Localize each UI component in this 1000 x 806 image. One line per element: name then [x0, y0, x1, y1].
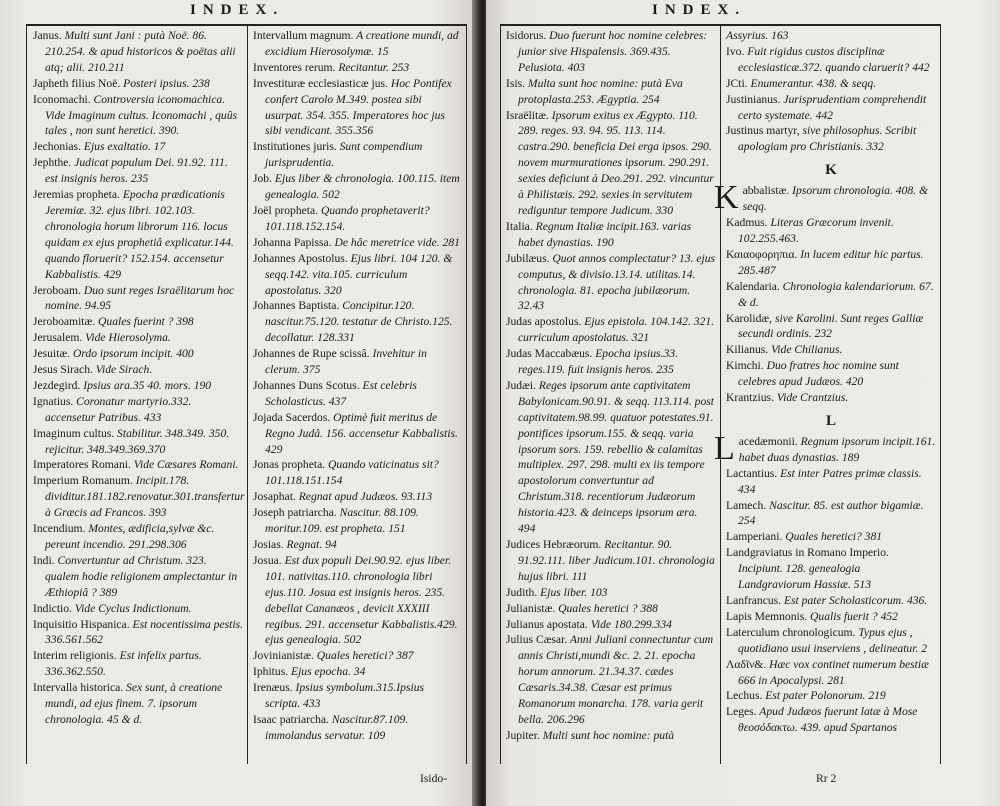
entry-references: Vide Crantzius. — [773, 391, 849, 405]
entry-references: Quales fuerint ? 398 — [95, 315, 194, 329]
entry-headword: Kimchi. — [726, 359, 764, 373]
index-entry — [33, 283, 243, 315]
index-entry — [714, 429, 936, 467]
entry-references: Nascitur. 85. est author bigamiæ. 254 — [738, 498, 924, 528]
entry-headword: Indictio. — [33, 601, 72, 615]
index-entry — [506, 219, 716, 251]
entry-references: Ipsorum chronologia. 408. & seqq. — [742, 184, 928, 214]
index-entry — [726, 625, 936, 657]
entry-headword: Jubilæus. — [506, 251, 550, 265]
entry-headword: Indi. — [33, 553, 55, 567]
entry-references: Multi sunt Jani : putà Noë. 86. 210.254. & apud historicos & poëtas alii atq; alii. 210.211 — [45, 29, 236, 74]
entry-references: De hâc meretrice vide. 281 — [331, 235, 460, 249]
index-entry — [33, 155, 243, 187]
index-entry — [33, 378, 243, 394]
index-entry — [726, 342, 936, 358]
index-entry — [506, 314, 716, 346]
entry-headword: Ignatius. — [33, 394, 74, 408]
entry-headword: Incendium. — [33, 522, 86, 536]
left-border — [26, 24, 27, 764]
entry-headword: Jeroboam. — [33, 283, 81, 297]
left-border — [500, 24, 501, 764]
entry-headword: Judæi. — [506, 378, 536, 392]
drop-initial: L — [714, 429, 735, 467]
entry-references: Ordo ipsorum incipit. 400 — [70, 347, 194, 361]
entry-references: Quando vaticinatus sit? 101.118.151.154 — [265, 458, 439, 488]
entry-headword: Japheth filius Noë. — [33, 76, 121, 90]
entry-headword: Landgraviatus in Romano Imperio. — [726, 546, 889, 560]
entry-headword: Jesuitæ. — [33, 347, 71, 361]
index-entry — [726, 311, 936, 343]
entry-headword: Lapis Memnonis. — [726, 609, 808, 623]
entry-references: Chronologia kalendariorum. 67. & d. — [738, 279, 934, 309]
entry-headword: Judas Maccabæus. — [506, 347, 593, 361]
index-entry — [506, 346, 716, 378]
entry-headword: Lanfrancus. — [726, 594, 782, 607]
index-entry — [726, 76, 936, 92]
index-entry — [253, 648, 461, 664]
entry-references: Controversia iconomachica. Vide Imaginum cultus. Iconomachi , quûs tales , non sunt heretici. 390. — [45, 92, 238, 138]
index-entry — [726, 609, 936, 625]
entry-headword: Julius Cæsar. — [506, 633, 568, 647]
entry-headword: Laterculum chronologicum. — [726, 625, 856, 639]
index-entry — [253, 537, 461, 553]
entry-headword: Joseph patriarcha. — [253, 506, 337, 520]
index-entry — [33, 362, 243, 378]
entry-references: Hoc Pontifex confert Carolo M.349. postea sibi usurpat. 354. 355. Imperatores hoc jus sibi vendicant. 355.356 — [265, 76, 452, 138]
entry-headword: Jupiter. — [506, 728, 540, 742]
entry-headword: Imperatores Romani. — [33, 458, 131, 472]
entry-references: Recitantur. 253 — [335, 60, 410, 74]
index-entry — [33, 648, 243, 680]
entry-headword: Iphitus. — [253, 665, 289, 679]
entry-headword: Julianus apostata. — [506, 617, 588, 631]
index-entry — [726, 704, 936, 736]
entry-references: Est dux populi Dei.90.92. ejus liber. 101. nativitas.110. chronologia libri ejus.110. Josua est insignis heros. 235. debellat Cananæos , devicit XXXIII regibus. 291. accensetur Kabbalistis.429. ejus genealogia. 502 — [265, 553, 458, 647]
entry-references: sive philosophus. Scribit apologiam pro Christianis. 332 — [738, 124, 917, 154]
signature-mark: Rr 2 — [816, 772, 837, 785]
index-entry — [506, 28, 716, 76]
index-entry — [253, 712, 461, 744]
entry-references: Hæc vox continet numerum bestiæ 666 in Apocalypsi. 281 — [738, 657, 929, 687]
column-divider — [720, 24, 721, 764]
entry-headword: acedæmonii. — [738, 434, 798, 448]
index-entry — [33, 394, 243, 426]
entry-headword: Isidorus. — [506, 29, 547, 42]
entry-references: Optimè fuit meritus de Regno Judâ. 156. accensetur Kabbalistis. 429 — [265, 410, 458, 456]
entry-headword: Johannes Baptista. — [253, 299, 340, 313]
index-entry — [726, 529, 936, 545]
index-entry — [33, 601, 243, 617]
entry-headword: Intervallum magnum. — [253, 29, 354, 42]
entry-references: Incipit.178. dividitur.181.182.renovatur.301.transfertur à Græcis ad Francos. 393 — [45, 474, 245, 520]
left-page — [0, 0, 478, 806]
index-entry — [506, 537, 716, 585]
entry-references: Est pater Polonorum. 219 — [762, 689, 886, 703]
index-entry — [726, 498, 936, 530]
index-column-right-1 — [506, 28, 716, 744]
index-entry — [253, 680, 461, 712]
index-entry — [253, 251, 461, 299]
entry-references: Enumerantur. 438. & seqq. — [747, 76, 877, 90]
entry-headword: Leges. — [726, 705, 757, 719]
entry-headword: Lechus. — [726, 689, 763, 703]
entry-references: Duo fuerunt hoc nomine celebres: junior sive Hispalensis. 369.435. Pelusiota. 403 — [518, 29, 708, 74]
entry-references: Typus ejus , quotidiano usui inserviens , delineatur. 2 — [738, 625, 928, 655]
index-entry — [253, 346, 461, 378]
entry-references: Est infelix partus. 336.362.550. — [45, 649, 202, 679]
entry-references: Nascitur. 88.109. moritur.109. est propheta. 151 — [265, 506, 419, 536]
right-border — [466, 24, 467, 764]
entry-headword: Imperium Romanum. — [33, 474, 133, 488]
entry-references: Vide Cyclus Indictionum. — [71, 601, 192, 615]
entry-headword: Judices Hebræorum. — [506, 538, 602, 551]
entry-headword: Isis. — [506, 76, 526, 90]
index-entry — [726, 44, 936, 76]
entry-references: sive Karolini. Sunt reges Galliæ secundi ordinis. 232 — [738, 311, 924, 341]
index-entry — [253, 235, 461, 251]
index-entry — [506, 632, 716, 727]
entry-headword: Job. — [253, 172, 273, 186]
index-entry — [726, 593, 936, 609]
index-entry — [253, 139, 461, 171]
entry-references: Epocha ipsius.33. reges.119. fuit insignis heros. 235 — [518, 347, 678, 377]
index-entry — [33, 76, 243, 92]
entry-headword: Justinianus. — [726, 92, 781, 106]
index-entry — [253, 28, 461, 60]
index-column-right-2 — [714, 28, 936, 736]
index-entry — [33, 553, 243, 601]
entry-headword: Kadmus. — [726, 216, 768, 230]
index-entry — [253, 664, 461, 680]
entry-headword: Lamech. — [726, 498, 767, 512]
entry-references: Multa sunt hoc nomine: putà Eva protoplasta.253. Ægyptia. 254 — [518, 76, 683, 106]
index-entry — [253, 298, 461, 346]
entry-references: Regnat. 94 — [283, 538, 337, 551]
section-letter: L — [825, 412, 836, 429]
entry-references: Qualis fuerit ? 452 — [807, 609, 898, 623]
index-entry — [253, 457, 461, 489]
entry-headword: Jechonias. — [33, 140, 81, 154]
entry-references: Quales heretici? 381 — [782, 530, 883, 544]
entry-headword: Judith. — [506, 585, 538, 599]
entry-references: In lucem editur hic partus. 285.487 — [738, 247, 924, 277]
entry-headword: Italia. — [506, 219, 533, 233]
entry-headword: Jephthe. — [33, 156, 72, 170]
right-border — [940, 24, 941, 764]
index-entry — [33, 426, 243, 458]
entry-references: Est pater Scholasticorum. 436. — [781, 594, 928, 607]
entry-headword: Josaphat. — [253, 490, 296, 504]
entry-headword: Lamperiani. — [726, 530, 783, 544]
entry-references: Ejus liber. 103 — [537, 585, 608, 599]
index-entry — [714, 179, 936, 217]
entry-headword: Jezdegird. — [33, 378, 81, 392]
entry-headword: Janus. — [33, 29, 62, 42]
entry-headword: Inventores rerum. — [253, 60, 336, 74]
entry-headword: Johannes Duns Scotus. — [253, 378, 360, 392]
entry-references: Stabilitur. 348.349. 350. rejicitur. 348.349.369.370 — [45, 426, 230, 456]
entry-headword: Israëlitæ. — [506, 108, 549, 122]
index-entry — [726, 28, 936, 44]
entry-references: Posteri ipsius. 238 — [120, 76, 210, 90]
index-entry — [253, 171, 461, 203]
entry-references: Ejus epistola. 104.142. 321. curriculum apostolatus. 321 — [518, 315, 715, 345]
entry-headword: Johanna Papissa. — [253, 235, 332, 249]
entry-references: Vide Sirach. — [92, 363, 153, 377]
entry-references: Montes, ædificia,sylvæ &c. pereunt incendio. 291.298.306 — [45, 522, 215, 551]
index-entry — [33, 680, 243, 728]
entry-headword: Irenæus. — [253, 681, 293, 695]
entry-headword: Intervalla historica. — [33, 681, 124, 695]
entry-references: Nascitur.87.109. immolandus servatur. 109 — [265, 712, 409, 742]
entry-references: Ejus libri. 104 120. & seqq.142. vita.105. curriculum apostolatus. 320 — [265, 251, 453, 297]
index-entry — [33, 92, 243, 140]
entry-headword: Ivo. — [726, 44, 745, 58]
entry-headword: Johannes Apostolus. — [253, 251, 348, 265]
entry-headword: Kalendaria. — [726, 279, 780, 293]
entry-headword: JCti. — [726, 76, 748, 90]
entry-references: Ejus epocha. 34 — [288, 665, 366, 679]
index-entry — [726, 123, 936, 155]
entry-headword: Λαδῖν&. — [726, 657, 767, 671]
entry-headword: Lactantius. — [726, 466, 778, 480]
page-header: INDEX. — [190, 2, 285, 18]
index-entry — [253, 203, 461, 235]
right-page — [486, 0, 1000, 806]
entry-references: Est celebris Scholasticus. 437 — [265, 378, 417, 408]
index-entry — [253, 410, 461, 458]
entry-headword: Krantzius. — [726, 391, 774, 405]
entry-references: Vide Chilianus. — [768, 343, 843, 357]
entry-references: Invehitur in clerum. 375 — [265, 347, 427, 377]
index-entry — [33, 28, 243, 76]
entry-headword: Jojada Sacerdos. — [253, 410, 331, 424]
entry-references: Vide Hierosolyma. — [82, 331, 171, 345]
entry-headword: Inquisitio Hispanica. — [33, 617, 130, 631]
entry-references: Ejus exaltatio. 17 — [80, 140, 166, 154]
index-entry — [33, 330, 243, 346]
entry-references: Recitantur. 90. 91.92.111. liber Judicum.101. chronologia hujus libri. 111 — [518, 538, 715, 583]
index-entry — [33, 617, 243, 649]
index-entry — [506, 585, 716, 601]
index-entry — [253, 553, 461, 648]
index-entry — [506, 378, 716, 537]
entry-references: Regnum ipsorum incipit.161. habet duas dynastias. 189 — [738, 434, 936, 464]
entry-references: Duo sunt reges Israëlitarum hoc nomine. 94.95 — [45, 283, 235, 313]
entry-headword: Johannes de Rupe scissâ. — [253, 347, 370, 361]
entry-headword: Interim religionis. — [33, 649, 117, 663]
entry-references: Concipitur.120. nascitur.75.120. testatur de Christo.125. decollatur. 128.331 — [265, 299, 453, 345]
entry-headword: Isaac patriarcha. — [253, 712, 329, 726]
entry-references: Quales heretici? 387 — [313, 649, 414, 663]
entry-references: Duo fratres hoc nomine sunt celebres apud Judæos. 420 — [738, 359, 899, 389]
entry-headword: Josias. — [253, 538, 284, 551]
entry-references: Incipiunt. 128. genealogia Landgraviorum Hassiæ. 513 — [738, 562, 872, 592]
index-entry — [33, 473, 243, 521]
index-entry — [506, 251, 716, 315]
entry-references: Ipsius symbolum.315.Ipsius scripta. 433 — [265, 681, 425, 711]
index-entry — [726, 688, 936, 704]
entry-references: Est inter Patres primæ classis. 434 — [738, 466, 922, 496]
entry-references: Regnat apud Judæos. 93.113 — [295, 490, 433, 504]
entry-references: Assyrius. 163 — [726, 29, 789, 42]
entry-headword: Judas apostolus. — [506, 315, 582, 329]
entry-references: Ipsius ara.35 40. mors. 190 — [80, 378, 212, 392]
entry-headword: Karolidæ, — [726, 311, 773, 325]
entry-references: Sunt compendium jurisprudentia. — [265, 140, 423, 170]
entry-references: Coronatur martyrio.332. accensetur Patribus. 433 — [45, 394, 192, 424]
index-entry — [726, 390, 936, 406]
index-entry — [726, 92, 936, 124]
index-entry — [506, 108, 716, 219]
index-entry — [253, 505, 461, 537]
entry-headword: Iconomachi. — [33, 92, 91, 106]
index-entry — [506, 617, 716, 633]
entry-references: Regnum Italiæ incipit.163. varias habet dynastias. 190 — [518, 219, 692, 249]
index-column-left-2 — [253, 28, 461, 744]
entry-references: Ejus liber & chronologia. 100.115. item genealogia. 502 — [265, 172, 460, 202]
entry-references: A creatione mundi, ad excidium Hierosolymæ. 15 — [265, 29, 459, 58]
entry-headword: Julianistæ. — [506, 601, 556, 615]
entry-headword: Jovinianistæ. — [253, 649, 314, 663]
catchword: Isido- — [420, 772, 448, 785]
index-entry — [33, 314, 243, 330]
entry-headword: Investituræ ecclesiasticæ jus. — [253, 76, 388, 90]
entry-references: Epocha prædicationis Jeremiæ. 32. ejus libri. 102.103. chronologia horum librorum 116. locus quidam ex ejus prophetiâ explicatur.144. quando floruerit? 152.154. accensetur Kabbalistis. 429 — [45, 188, 234, 281]
entry-references: Vide Cæsares Romani. — [130, 458, 239, 472]
entry-references: Convertuntur ad Christum. 323. qualem hodie religionem amplectantur in Æthiopiâ ? 389 — [45, 553, 238, 599]
entry-headword: Jerusalem. — [33, 331, 83, 345]
index-entry — [253, 378, 461, 410]
entry-headword: Jesus Sirach. — [33, 363, 93, 377]
index-entry — [506, 728, 716, 744]
entry-headword: Kilianus. — [726, 343, 769, 357]
entry-references: Reges ipsorum ante captivitatem Babylonicam.90.91. & seqq. 113.114. post captivitatem.98.99. quatuor potestates.91. pontifices ipsorum.155. & seqq. varia ipsorum sors. 159. rebellio & calamitas multiplex. 297. 298. multi ex iis tempore apostolorum convertuntur ad Christum.318. recentiorum Judæorum historia.423. & deinceps ipsorum æra. 494 — [518, 378, 715, 536]
column-divider — [247, 24, 248, 764]
index-entry — [33, 457, 243, 473]
entry-references: Literas Græcorum invenit. 102.255.463. — [738, 216, 894, 245]
entry-headword: Imaginum cultus. — [33, 426, 115, 440]
entry-references: Multi sunt hoc nomine: putà — [539, 728, 675, 742]
section-letter: K — [825, 162, 837, 179]
entry-references: Fuit rigidus custos disciplinæ ecclesiasticæ.372. quando claruerit? 442 — [738, 44, 930, 74]
index-entry — [726, 358, 936, 390]
entry-references: Anni Juliani connectuntur cum annis Christi,mundi &c. 2. 21. epocha horum annorum. 21.34.37. cædes Cæsaris.34.38. Cæsar est primus Romanorum monarcha. 178. varia gerit bella. 206.296 — [518, 633, 714, 726]
entry-references: Est nocentissima pestis. 336.561.562 — [45, 617, 243, 647]
index-entry — [253, 76, 461, 140]
index-entry — [726, 657, 936, 689]
entry-references: Quot annos complectatur? 13. ejus computus, & divisio.13.14. utilitas.14. chronologia. 81. epocha jubilæorum. 32.43 — [518, 251, 716, 313]
index-entry — [33, 187, 243, 282]
index-entry — [506, 601, 716, 617]
entry-headword: Joël propheta. — [253, 203, 319, 217]
index-entry — [726, 545, 936, 593]
index-entry — [726, 247, 936, 279]
index-entry — [506, 76, 716, 108]
index-entry — [253, 60, 461, 76]
entry-references: Apud Judæos fuerunt latæ à Mose θεοσόδακτω. 439. apud Spartanos — [738, 705, 918, 735]
entry-references: Ipsorum exitus ex Ægypto. 110. 289. reges. 93. 94. 95. 113. 114. castra.290. beneficia Dei erga ipsos. 290. novem murmurationes ipsorum. 290.291. sexies deficiunt à Deo.291. 292. vincuntur à Philistæis. 292. sexies in servitutem rediguntur tempore Judicum. 330 — [518, 108, 714, 217]
entry-headword: Jonas propheta. — [253, 458, 326, 472]
page-header: INDEX. — [652, 2, 747, 18]
index-entry — [253, 489, 461, 505]
entry-references: Vide 180.299.334 — [587, 617, 672, 631]
entry-references: Jurisprudentiam comprehendit certo systemate. 442 — [738, 92, 927, 122]
entry-headword: Jeremias propheta. — [33, 188, 120, 202]
entry-references: Judicat populum Dei. 91.92. 111. est insignis heros. 235 — [45, 156, 228, 186]
index-column-left-1 — [33, 28, 243, 728]
index-entry — [33, 139, 243, 155]
drop-initial: K — [714, 179, 739, 217]
index-entry — [726, 215, 936, 247]
index-entry — [33, 521, 243, 553]
entry-headword: Josua. — [253, 553, 282, 567]
index-entry — [726, 466, 936, 498]
entry-references: Sex sunt, à creatione mundi, ad ejus finem. 7. ipsorum chronologia. 45 & d. — [45, 681, 223, 726]
entry-references: Quales heretici ? 388 — [555, 601, 658, 615]
entry-headword: Justinus martyr, — [726, 124, 800, 138]
index-entry — [726, 279, 936, 311]
entry-references: Quando prophetaverit? 101.118.152.154. — [265, 203, 430, 233]
entry-headword: Institutiones juris. — [253, 140, 337, 154]
entry-headword: abbalistæ. — [742, 184, 790, 198]
entry-headword: Jeroboamitæ. — [33, 315, 96, 329]
header-rule — [26, 24, 466, 26]
entry-headword: Καιαοφορηπια. — [726, 247, 798, 261]
index-entry — [33, 346, 243, 362]
